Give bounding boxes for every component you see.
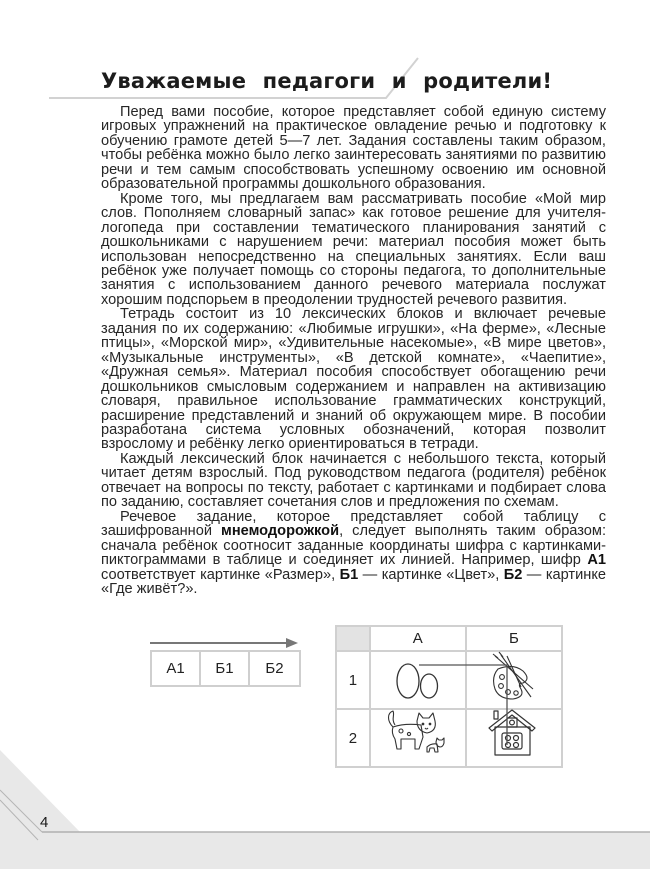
cell-a2 <box>370 709 466 767</box>
p5-text-4: — картинке «Цвет», <box>358 566 504 583</box>
cipher-cell: А1 <box>152 652 201 685</box>
p5-text-5: — картинке «Где живёт?». <box>101 566 606 597</box>
cipher-cell: Б2 <box>265 660 284 677</box>
code-a1: А1 <box>587 552 606 569</box>
cell-a1 <box>370 651 466 709</box>
code-b2: Б2 <box>503 566 523 583</box>
column-header: А <box>370 626 466 651</box>
paragraph-4: Каждый лексический блок начинается с небольшого текста, который читает детям взрослый. Под руководством педагога (родителя) ребёнок отвечает на вопросы по тексту, работает с картинками и подбирает слова по заданию, составляет сочетания слов и предложения по схемам. <box>101 450 606 511</box>
p5-text-1: Речевое задание, которое представляет собой таблицу с зашифрованной <box>101 508 606 540</box>
page-number: 4 <box>40 814 49 831</box>
cell-b2 <box>466 709 562 767</box>
cell-b1 <box>466 651 562 709</box>
intro-text <box>101 105 606 596</box>
p5-text-3: соответствует картинке «Размер», <box>101 566 340 583</box>
code-b1: Б1 <box>339 566 359 583</box>
row-header: 2 <box>336 709 370 767</box>
table-corner <box>336 626 370 651</box>
row-header: 1 <box>336 651 370 709</box>
p5-text-2: , следует выполнять таким образом: сначала ребёнок соотносит заданные координаты шифра с картинками-пиктограммами в таблице и соединяет их линией. Например, шифр <box>101 523 606 569</box>
cipher-cell: Б1 <box>201 652 250 685</box>
paragraph-3: Тетрадь состоит из 10 лексических блоков и включает речевые задания по их содержанию: «Любимые игрушки», «На ферме», «Лесные птицы», «Морской мир», «Удивительные насекомые», «В мире цветов», «Музыкальные инструменты», «В детской комнате», «Чаепитие», «Дружная семья». Материал пособия способствует обогащению речи дошкольников смысловым содержанием и направлен на активизацию словаря, правильное использование грамматических конструкций, расширение представлений и знаний об окружающем мире. В пособии разработана система условных обозначений, которая позволит взрослому и ребёнку легко ориентироваться в тетради. <box>101 306 606 453</box>
cipher-boxes <box>150 650 301 687</box>
mnemo-table <box>335 625 563 768</box>
paragraph-1: Перед вами пособие, которое представляет собой единую систему игровых упражнений на практическое овладение речью и подготовку к обучению грамоте детей 5—7 лет. Задания составлены таким образом, чтобы ребёнка можно было легко заинтересовать занятиями по развитию речи и тем самым способствовать успешному освоению им основной образовательной программы дошкольного образования. <box>101 104 606 193</box>
page-title: Уважаемые педагоги и родители! <box>101 69 553 93</box>
paragraph-5 <box>101 510 606 597</box>
term-mnemo: мнемодорожкой <box>221 523 340 540</box>
column-header: Б <box>466 626 562 651</box>
paragraph-2: Кроме того, мы предлагаем вам рассматривать пособие «Мой мир слов. Пополняем словарный запас» как готовое решение для учителя-логопеда при составлении тематического планирования занятий с дошкольниками с нарушением речи: материал пособия может быть использован непосредственно на специальных занятиях. Если ваш ребёнок уже получает помощь со стороны педагога, то дополнительные занятия с использованием данного речевого материала послужат хорошим подспорьем в преодолении трудностей речевого развития. <box>101 190 606 308</box>
cipher-strip <box>150 633 300 685</box>
right-arrow-icon <box>150 638 298 648</box>
